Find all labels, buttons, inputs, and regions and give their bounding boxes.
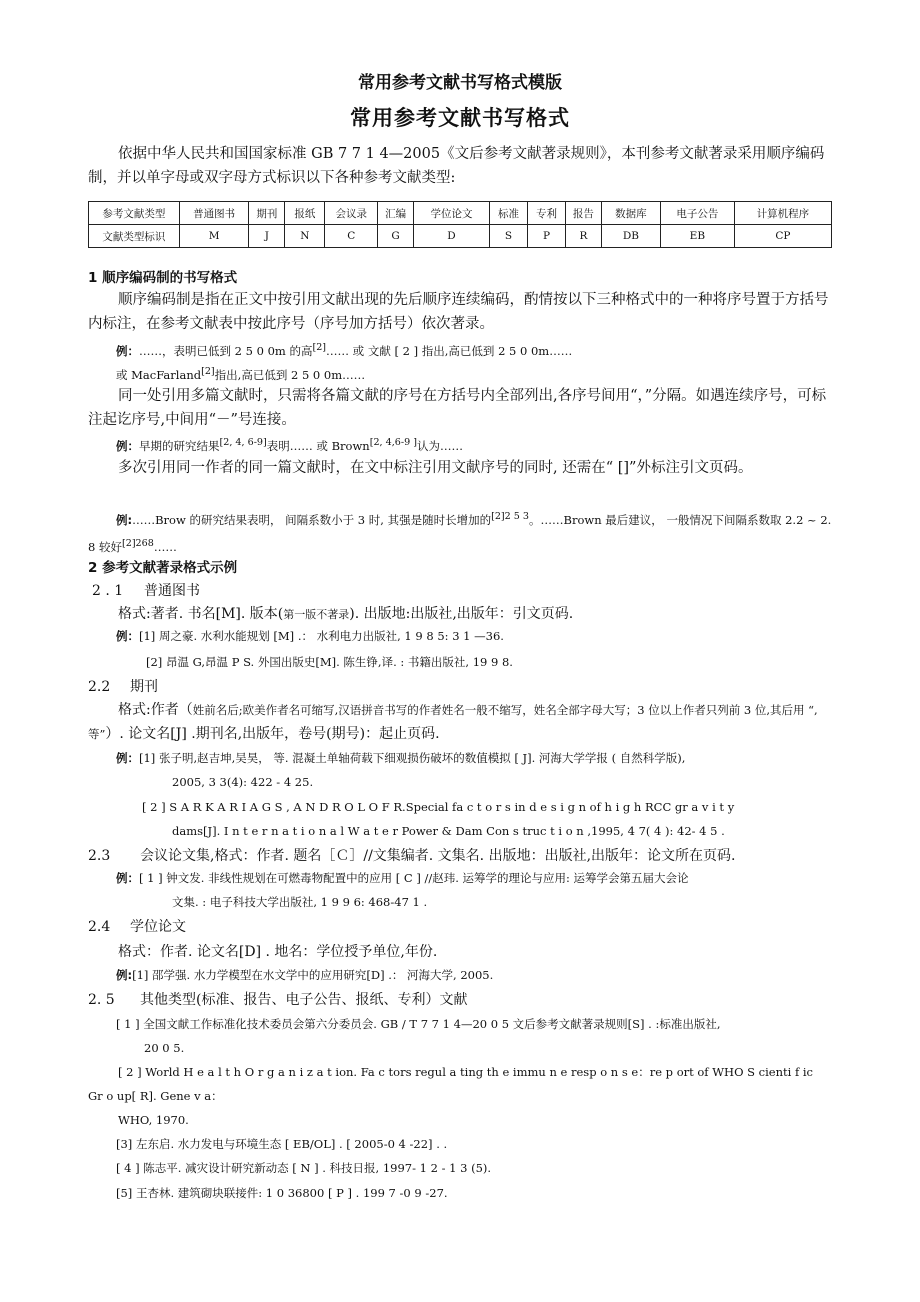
table-cell: D xyxy=(414,225,490,248)
section-1-paragraph-2: 同一处引用多篇文献时，只需将各篇文献的序号在方括号内全部列出,各序号间用“，”分隔。如遇连续序号，可标注起讫序号,中间用“－”号连接。 xyxy=(88,388,827,428)
other-ref-2-cont: Gr o up[ R]. Gene v a： xyxy=(88,1089,223,1103)
section-1-heading: 1 顺序编码制的书写格式 xyxy=(88,270,238,286)
table-cell: 学位论文 xyxy=(414,202,490,225)
thesis-ref-1: 例:[1] 邵学强. 水力学模型在水文学中的应用研究[D] .： 河海大学, 2005. xyxy=(116,968,494,982)
table-cell: 计算机程序 xyxy=(734,202,831,225)
subsection-2-2-heading: 2.2 期刊 xyxy=(88,679,158,695)
table-cell: J xyxy=(249,225,285,248)
table-cell: 期刊 xyxy=(249,202,285,225)
table-cell: 文献类型标识 xyxy=(89,225,180,248)
example-3: 例:……Brow 的研究结果表明， 间隔系数小于 3 时, 其强是随时长增加的$^{[2]2 5 3}$。……Brown 最后建议， 一般情况下间隔系数取 2.2 ~ 2. 8 较好$^{[2]268}$…… xyxy=(88,511,832,554)
table-cell: N xyxy=(285,225,325,248)
subsection-2-5-heading: 2. 5 其他类型(标准、报告、电子公告、报纸、专利）文献 xyxy=(88,992,468,1008)
table-cell: 会议录 xyxy=(325,202,378,225)
document-title: 常用参考文献书写格式 xyxy=(350,106,570,130)
example-label: 例： xyxy=(116,629,139,643)
other-ref-1: [ 1 ] 全国文献工作标准化技术委员会第六分委员会. GB / T 7 7 1 4—20 0 5 文后参考文献著录规则[S] . :标准出版社, xyxy=(116,1017,721,1031)
document-subtitle: 常用参考文献书写格式模版 xyxy=(358,73,562,93)
table-row xyxy=(89,202,832,225)
thesis-format: 格式：作者. 论文名[D] . 地名：学位授予单位,年份. xyxy=(118,944,438,960)
section-1-paragraph-3: 多次引用同一作者的同一篇文献时，在文中标注引用文献序号的同时, 还需在“ []”外标注引文页码。 xyxy=(118,460,753,476)
other-ref-2-cont-2: WHO, 1970. xyxy=(118,1113,189,1127)
journal-ref-1: 例：[1] 张子明,赵吉坤,吴昊， 等. 混凝土单轴荷载下细观损伤破坏的数值模拟 [ J]. 河海大学学报 ( 自然科学版), xyxy=(116,751,686,765)
table-cell: 专利 xyxy=(527,202,565,225)
table-cell: EB xyxy=(660,225,734,248)
book-ref-2: [2] 昂温 G,昂温 P S. 外国出版史[M]. 陈生铮,译. : 书籍出版社, 19 9 8. xyxy=(146,655,513,669)
example-label: 例： xyxy=(116,438,139,453)
table-cell: 报告 xyxy=(565,202,601,225)
table-cell: 普通图书 xyxy=(179,202,249,225)
table-cell: R xyxy=(565,225,601,248)
section-2-heading: 2 参考文献著录格式示例 xyxy=(88,560,238,576)
table-cell: 电子公告 xyxy=(660,202,734,225)
example-label: 例： xyxy=(116,871,139,885)
example-label: 例: xyxy=(116,968,133,982)
document-types-table xyxy=(88,201,832,248)
table-cell: M xyxy=(179,225,249,248)
example-2-line: 例：早期的研究结果[2, 4, 6-9]表明…… 或 Brown[2, 4,6-9 ]认为…… xyxy=(116,437,463,453)
example-label: 例: xyxy=(116,512,133,527)
journal-ref-2: [ 2 ] S A R K A R I A G S , A N D R O L O F R.Special fa c t o r s in d e s i g n of h i g h RCC gr a v i t y xyxy=(142,800,735,814)
conference-ref-1: 例：[ 1 ] 钟文发. 非线性规划在可燃毒物配置中的应用 [ C ] //赵玮. 运筹学的理论与应用: 运筹学会第五届大会论 xyxy=(116,871,689,885)
table-cell: DB xyxy=(601,225,660,248)
other-ref-3: [3] 左东启. 水力发电与环境生态 [ EB/OL] . [ 2005-0 4 -22] . . xyxy=(116,1137,448,1151)
example-label: 例： xyxy=(116,343,139,358)
section-1-paragraph-1: 顺序编码制是指在正文中按引用文献出现的先后顺序连续编码，酌情按以下三种格式中的一种将序号置于方括号内标注，在参考文献表中按此序号（序号加方括号）依次著录。 xyxy=(88,292,829,332)
table-row xyxy=(89,225,832,248)
table-cell: C xyxy=(325,225,378,248)
table-cell: 数据库 xyxy=(601,202,660,225)
example-1-line-1: 例：……，表明已低到 2 5 0 0m 的高[2]…… 或 文献 [ 2 ] 指出,高已低到 2 5 0 0m…… xyxy=(116,342,573,358)
subsection-2-3-heading: 2.3 会议论文集,格式：作者. 题名［Ｃ］//文集编者. 文集名. 出版地：出版社,出版年：论文所在页码. xyxy=(88,848,736,864)
journal-ref-2-cont: dams[J]. I n t e r n a t i o n a l W a t e r Power & Dam Con s truc t i o n ,1995, 4 7( 4 ): 42- 4 5 . xyxy=(172,824,725,838)
other-ref-5: [5] 王杏林. 建筑砌块联接件: 1 0 36800 [ P ] . 199 7 -0 9 -27. xyxy=(116,1186,448,1200)
other-ref-4: [ 4 ] 陈志平. 减灾设计研究新动态 [ N ] . 科技日报, 1997- 1 2 - 1 3 (5). xyxy=(116,1161,492,1175)
table-cell: G xyxy=(378,225,414,248)
journal-ref-1-cont: 2005, 3 3(4): 422 - 4 25. xyxy=(172,775,314,789)
intro-paragraph: 依据中华人民共和国国家标准 GB 7 7 1 4—2005《文后参考文献著录规则》，本刊参考文献著录采用顺序编码制，并以单字母或双字母方式标识以下各种参考文献类型: xyxy=(88,146,825,186)
journal-format: 格式:作者（姓前名后;欧美作者名可缩写,汉语拼音书写的作者姓名一般不缩写，姓名全部字母大写；3 位以上作者只列前 3 位,其后用 “,等”）. 论文名[J] .期刊名,出版年，卷号(期号)：起止页码. xyxy=(88,702,818,742)
subsection-2-1-heading: 2 . 1 普通图书 xyxy=(92,583,200,599)
other-ref-1-cont: 20 0 5. xyxy=(144,1041,185,1055)
table-cell: 汇编 xyxy=(378,202,414,225)
table-cell: P xyxy=(527,225,565,248)
book-format: 格式:著者. 书名[M]. 版本(第一版不著录). 出版地:出版社,出版年：引文页码. xyxy=(118,606,574,622)
other-ref-2: [ 2 ] World H e a l t h O r g a n i z a t ion. Fa c tors regul a ting th e immu n e resp o n s e：re p ort of WHO S cienti f ic xyxy=(118,1065,814,1079)
table-cell: CP xyxy=(734,225,831,248)
book-ref-1: 例：[1] 周之豪. 水利水能规划 [M] .： 水利电力出版社, 1 9 8 5: 3 1 —36. xyxy=(116,629,504,643)
table-cell: 参考文献类型 xyxy=(89,202,180,225)
subsection-2-4-heading: 2.4 学位论文 xyxy=(88,919,186,935)
example-label: 例： xyxy=(116,751,139,765)
table-cell: 报纸 xyxy=(285,202,325,225)
table-cell: S xyxy=(490,225,528,248)
table-cell: 标准 xyxy=(490,202,528,225)
conference-ref-1-cont: 文集. : 电子科技大学出版社, 1 9 9 6: 468-47 1 . xyxy=(172,895,428,909)
example-1-line-2: 或 MacFarland[2]指出,高已低到 2 5 0 0m…… xyxy=(116,366,366,382)
